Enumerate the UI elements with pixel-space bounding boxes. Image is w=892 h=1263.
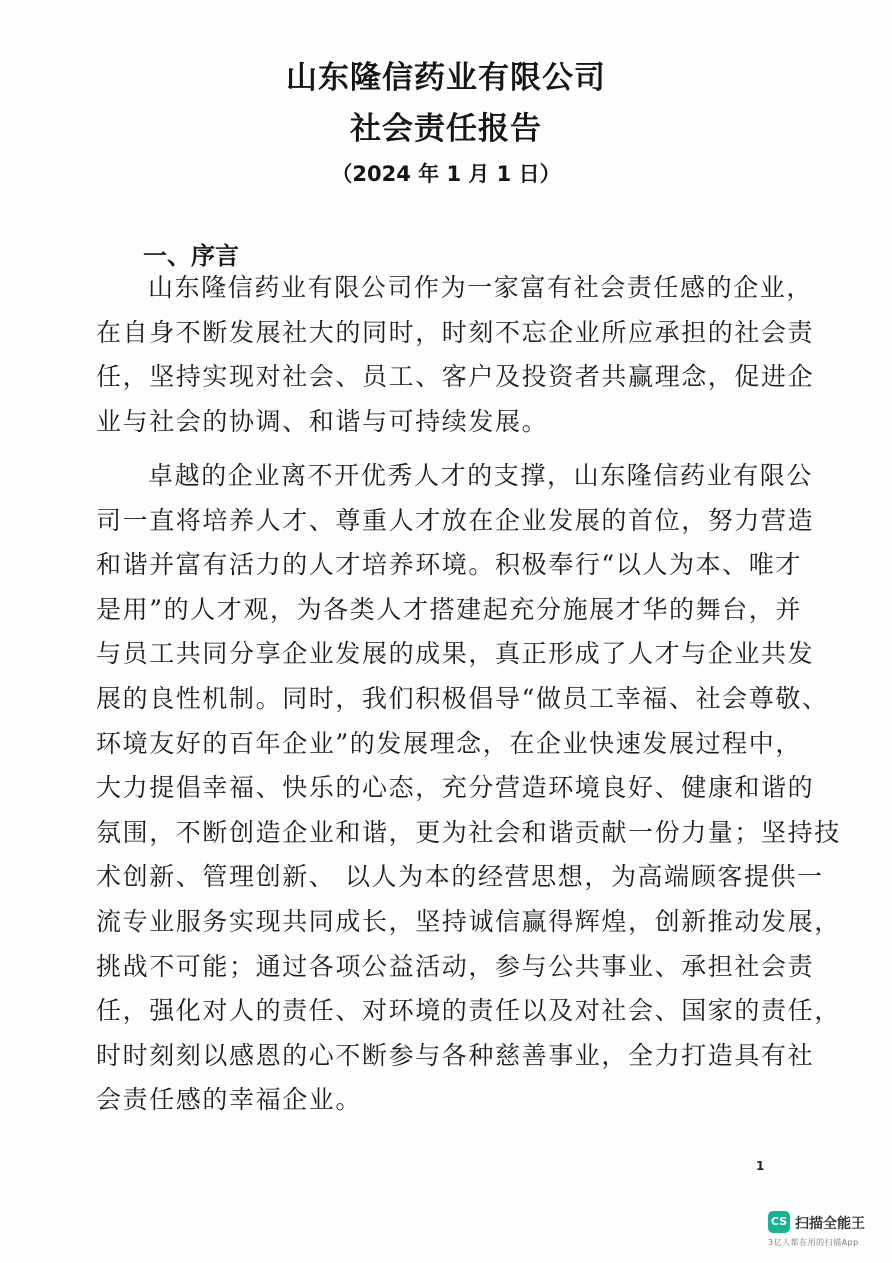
paragraph-line: 展的良性机制。同时，我们积极倡导“做员工幸福、社会尊敬、 (96, 683, 829, 713)
watermark-app-name: 扫描全能王 (795, 1216, 865, 1232)
paragraph-line: 司一直将培养人才、尊重人才放在企业发展的首位，努力营造 (96, 505, 815, 535)
paragraph-line: 和谐并富有活力的人才培养环境。积极奉行“以人为本、唯才 (96, 550, 802, 580)
paragraph-line: 山东隆信药业有限公司作为一家富有社会责任感的企业， (148, 273, 814, 302)
report-title: 社会责任报告 (350, 111, 542, 147)
paragraph-line: 与员工共同分享企业发展的成果，真正形成了人才与企业共发 (96, 639, 815, 669)
paragraph-line: 时时刻刻以感恩的心不断参与各种慈善事业，全力打造具有社 (96, 1040, 815, 1070)
paragraph-line: 任，坚持实现对社会、员工、客户及投资者共赢理念，促进企 (96, 362, 815, 392)
camscanner-watermark (768, 1211, 880, 1251)
page-number: 1 (756, 1159, 765, 1173)
paragraph-line: 大力提倡幸福、快乐的心态，充分营造环境良好、健康和谐的 (96, 773, 815, 803)
paragraph-line: 术创新、管理创新、 以人为本的经营思想，为高端顾客提供一 (96, 862, 824, 892)
report-date: （2024 年 1 月 1 日） (331, 162, 561, 186)
section-heading-preface: 一、序言 (143, 242, 239, 270)
paragraph-line: 任，强化对人的责任、对环境的责任以及对社会、国家的责任， (96, 996, 841, 1026)
paragraph-line: 氛围，不断创造企业和谐，更为社会和谐贡献一份力量；坚持技 (96, 817, 841, 847)
paragraph-line: 环境友好的百年企业”的发展理念，在企业快速发展过程中， (96, 728, 802, 758)
watermark-tagline: 3亿人都在用的扫描App (768, 1238, 859, 1247)
paragraph-line: 是用”的人才观，为各类人才搭建起充分施展才华的舞台，并 (96, 594, 802, 624)
paragraph-line: 流专业服务实现共同成长，坚持诚信赢得辉煌，创新推动发展， (96, 906, 841, 936)
company-name-title: 山东隆信药业有限公司 (286, 60, 606, 96)
paragraph-line: 挑战不可能；通过各项公益活动，参与公共事业、承担社会责 (96, 951, 815, 981)
paragraph-line: 在自身不断发展社大的同时，时刻不忘企业所应承担的社会责 (96, 317, 815, 347)
paragraph-line: 会责任感的幸福企业。 (96, 1085, 363, 1115)
paragraph-2 (96, 454, 841, 1123)
paragraph-1 (96, 266, 815, 444)
paragraph-line: 业与社会的协调、和谐与可持续发展。 (96, 406, 549, 436)
camscanner-logo-icon: CS (768, 1211, 790, 1233)
paragraph-line: 卓越的企业离不开优秀人才的支撑，山东隆信药业有限公 (148, 461, 814, 490)
